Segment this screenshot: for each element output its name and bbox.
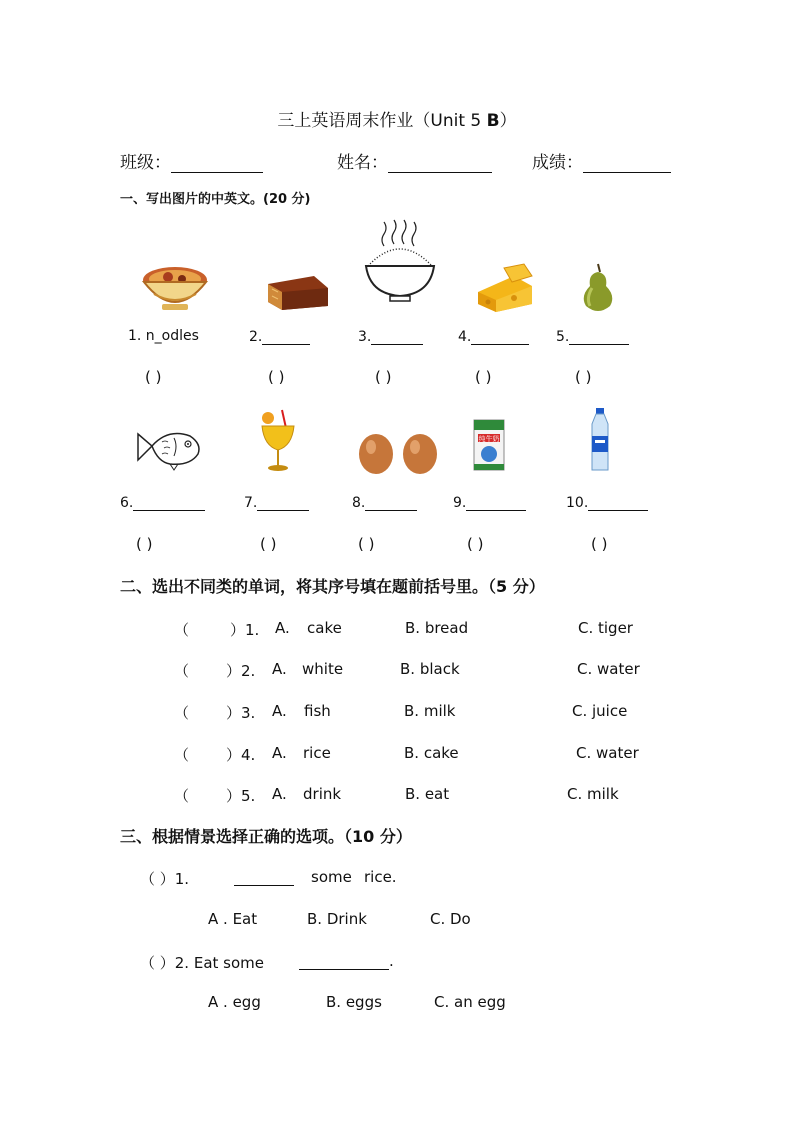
noodles-bowl-icon — [140, 262, 210, 314]
s2-row2-num: ）2. — [226, 662, 256, 680]
class-blank[interactable] — [171, 156, 263, 173]
s2-row2-a-word: white — [302, 660, 344, 678]
s3-q2-option-c[interactable]: C. an egg — [434, 993, 506, 1011]
s2-row1-paren[interactable]: （ — [174, 621, 190, 639]
score-field[interactable] — [532, 148, 671, 173]
water-bottle-icon — [588, 406, 612, 474]
eggs-icon — [356, 432, 440, 476]
s2-row4-b: B. cake — [404, 744, 459, 762]
item10-label[interactable]: 10. — [566, 494, 648, 511]
section1-heading: 一、写出图片的中英文。(20 分) — [120, 192, 311, 207]
s3-q2-end: . — [389, 952, 394, 970]
s2-row5-paren[interactable]: （ — [174, 787, 190, 805]
bread-icon — [262, 272, 332, 312]
item4-answer-paren[interactable]: ( ) — [475, 368, 492, 386]
item1-label: 1. n_odles — [128, 328, 199, 344]
s2-row1-b: B. bread — [405, 619, 469, 637]
s3-q1-option-b[interactable]: B. Drink — [307, 910, 367, 928]
s2-row1-a-word: cake — [307, 619, 342, 637]
s2-row2-paren[interactable]: （ — [174, 662, 190, 680]
item7-answer-paren[interactable]: ( ) — [260, 535, 277, 553]
s3-q1-option-a[interactable]: A . Eat — [208, 910, 258, 928]
s2-row1-c: C. tiger — [578, 619, 633, 637]
s2-row5-b: B. eat — [405, 785, 450, 803]
s2-row3-b: B. milk — [404, 702, 456, 720]
s3-q1-word1: some — [311, 868, 352, 886]
title-close: ） — [499, 111, 517, 131]
rice-bowl-icon — [362, 218, 438, 304]
fish-icon — [134, 424, 204, 472]
s2-row1-a: A. — [275, 619, 290, 637]
s2-row5-a: A. — [272, 785, 287, 803]
s2-row3-a-word: fish — [304, 702, 331, 720]
name-blank[interactable] — [388, 156, 492, 173]
s2-row3-a: A. — [272, 702, 287, 720]
item9-answer-paren[interactable]: ( ) — [467, 535, 484, 553]
item3-answer-paren[interactable]: ( ) — [375, 368, 392, 386]
class-field[interactable] — [120, 148, 263, 173]
s2-row1-num: ）1. — [230, 621, 260, 639]
s3-q1-option-c[interactable]: C. Do — [430, 910, 471, 928]
s2-row5-a-word: drink — [303, 785, 342, 803]
item9-label[interactable]: 9. — [453, 494, 526, 511]
s2-row4-c: C. water — [576, 744, 639, 762]
milk-pack-text: 纯牛奶 — [478, 435, 500, 443]
s2-row4-a: A. — [272, 744, 287, 762]
s2-row3-num: ）3. — [226, 704, 256, 722]
item5-label[interactable]: 5. — [556, 328, 629, 345]
s2-row3-paren[interactable]: （ — [174, 704, 190, 722]
title-letter: B — [486, 111, 500, 131]
score-blank[interactable] — [583, 156, 671, 173]
item7-label[interactable]: 7. — [244, 494, 309, 511]
name-field[interactable] — [337, 148, 492, 173]
item6-answer-paren[interactable]: ( ) — [136, 535, 153, 553]
page-title — [0, 106, 794, 131]
s2-row5-c: C. milk — [567, 785, 619, 803]
item1-answer-paren[interactable]: ( ) — [145, 368, 162, 386]
s2-row2-b: B. black — [400, 660, 460, 678]
s3-q1-blank[interactable] — [234, 868, 294, 886]
s2-row3-c: C. juice — [572, 702, 628, 720]
section2-heading: 二、选出不同类的单词，将其序号填在题前括号里。（5 分） — [120, 577, 545, 596]
s2-row2-c: C. water — [577, 660, 640, 678]
s2-row4-paren[interactable]: （ — [174, 746, 190, 764]
name-label: 姓名： — [337, 153, 388, 173]
s2-row4-a-word: rice — [303, 744, 331, 762]
cheese-cake-icon — [474, 262, 536, 314]
section3-heading: 三、根据情景选择正确的选项。（10 分） — [120, 827, 412, 846]
score-label: 成绩： — [532, 153, 583, 173]
title-text: 三上英语周末作业（Unit 5 — [277, 111, 487, 131]
s3-q2-paren[interactable]: （ ）2. Eat some — [140, 954, 264, 972]
s2-row4-num: ）4. — [226, 746, 256, 764]
s2-row5-num: ）5. — [226, 787, 256, 805]
item2-label[interactable]: 2. — [249, 328, 310, 345]
s3-q2-blank[interactable] — [299, 952, 394, 970]
item6-label[interactable]: 6. — [120, 494, 205, 511]
item4-label[interactable]: 4. — [458, 328, 529, 345]
s3-q1-word2: rice. — [364, 868, 397, 886]
item8-answer-paren[interactable]: ( ) — [358, 535, 375, 553]
s3-q1-paren[interactable]: （ ）1. — [140, 870, 190, 888]
s3-q2-option-b[interactable]: B. eggs — [326, 993, 382, 1011]
item10-answer-paren[interactable]: ( ) — [591, 535, 608, 553]
pear-icon — [578, 262, 618, 314]
s2-row2-a: A. — [272, 660, 287, 678]
s3-q2-option-a[interactable]: A . egg — [208, 993, 261, 1011]
milk-carton-icon — [472, 418, 506, 472]
class-label: 班级： — [120, 153, 171, 173]
juice-glass-icon — [258, 408, 298, 474]
item3-label[interactable]: 3. — [358, 328, 423, 345]
item8-label[interactable]: 8. — [352, 494, 417, 511]
item2-answer-paren[interactable]: ( ) — [268, 368, 285, 386]
item5-answer-paren[interactable]: ( ) — [575, 368, 592, 386]
